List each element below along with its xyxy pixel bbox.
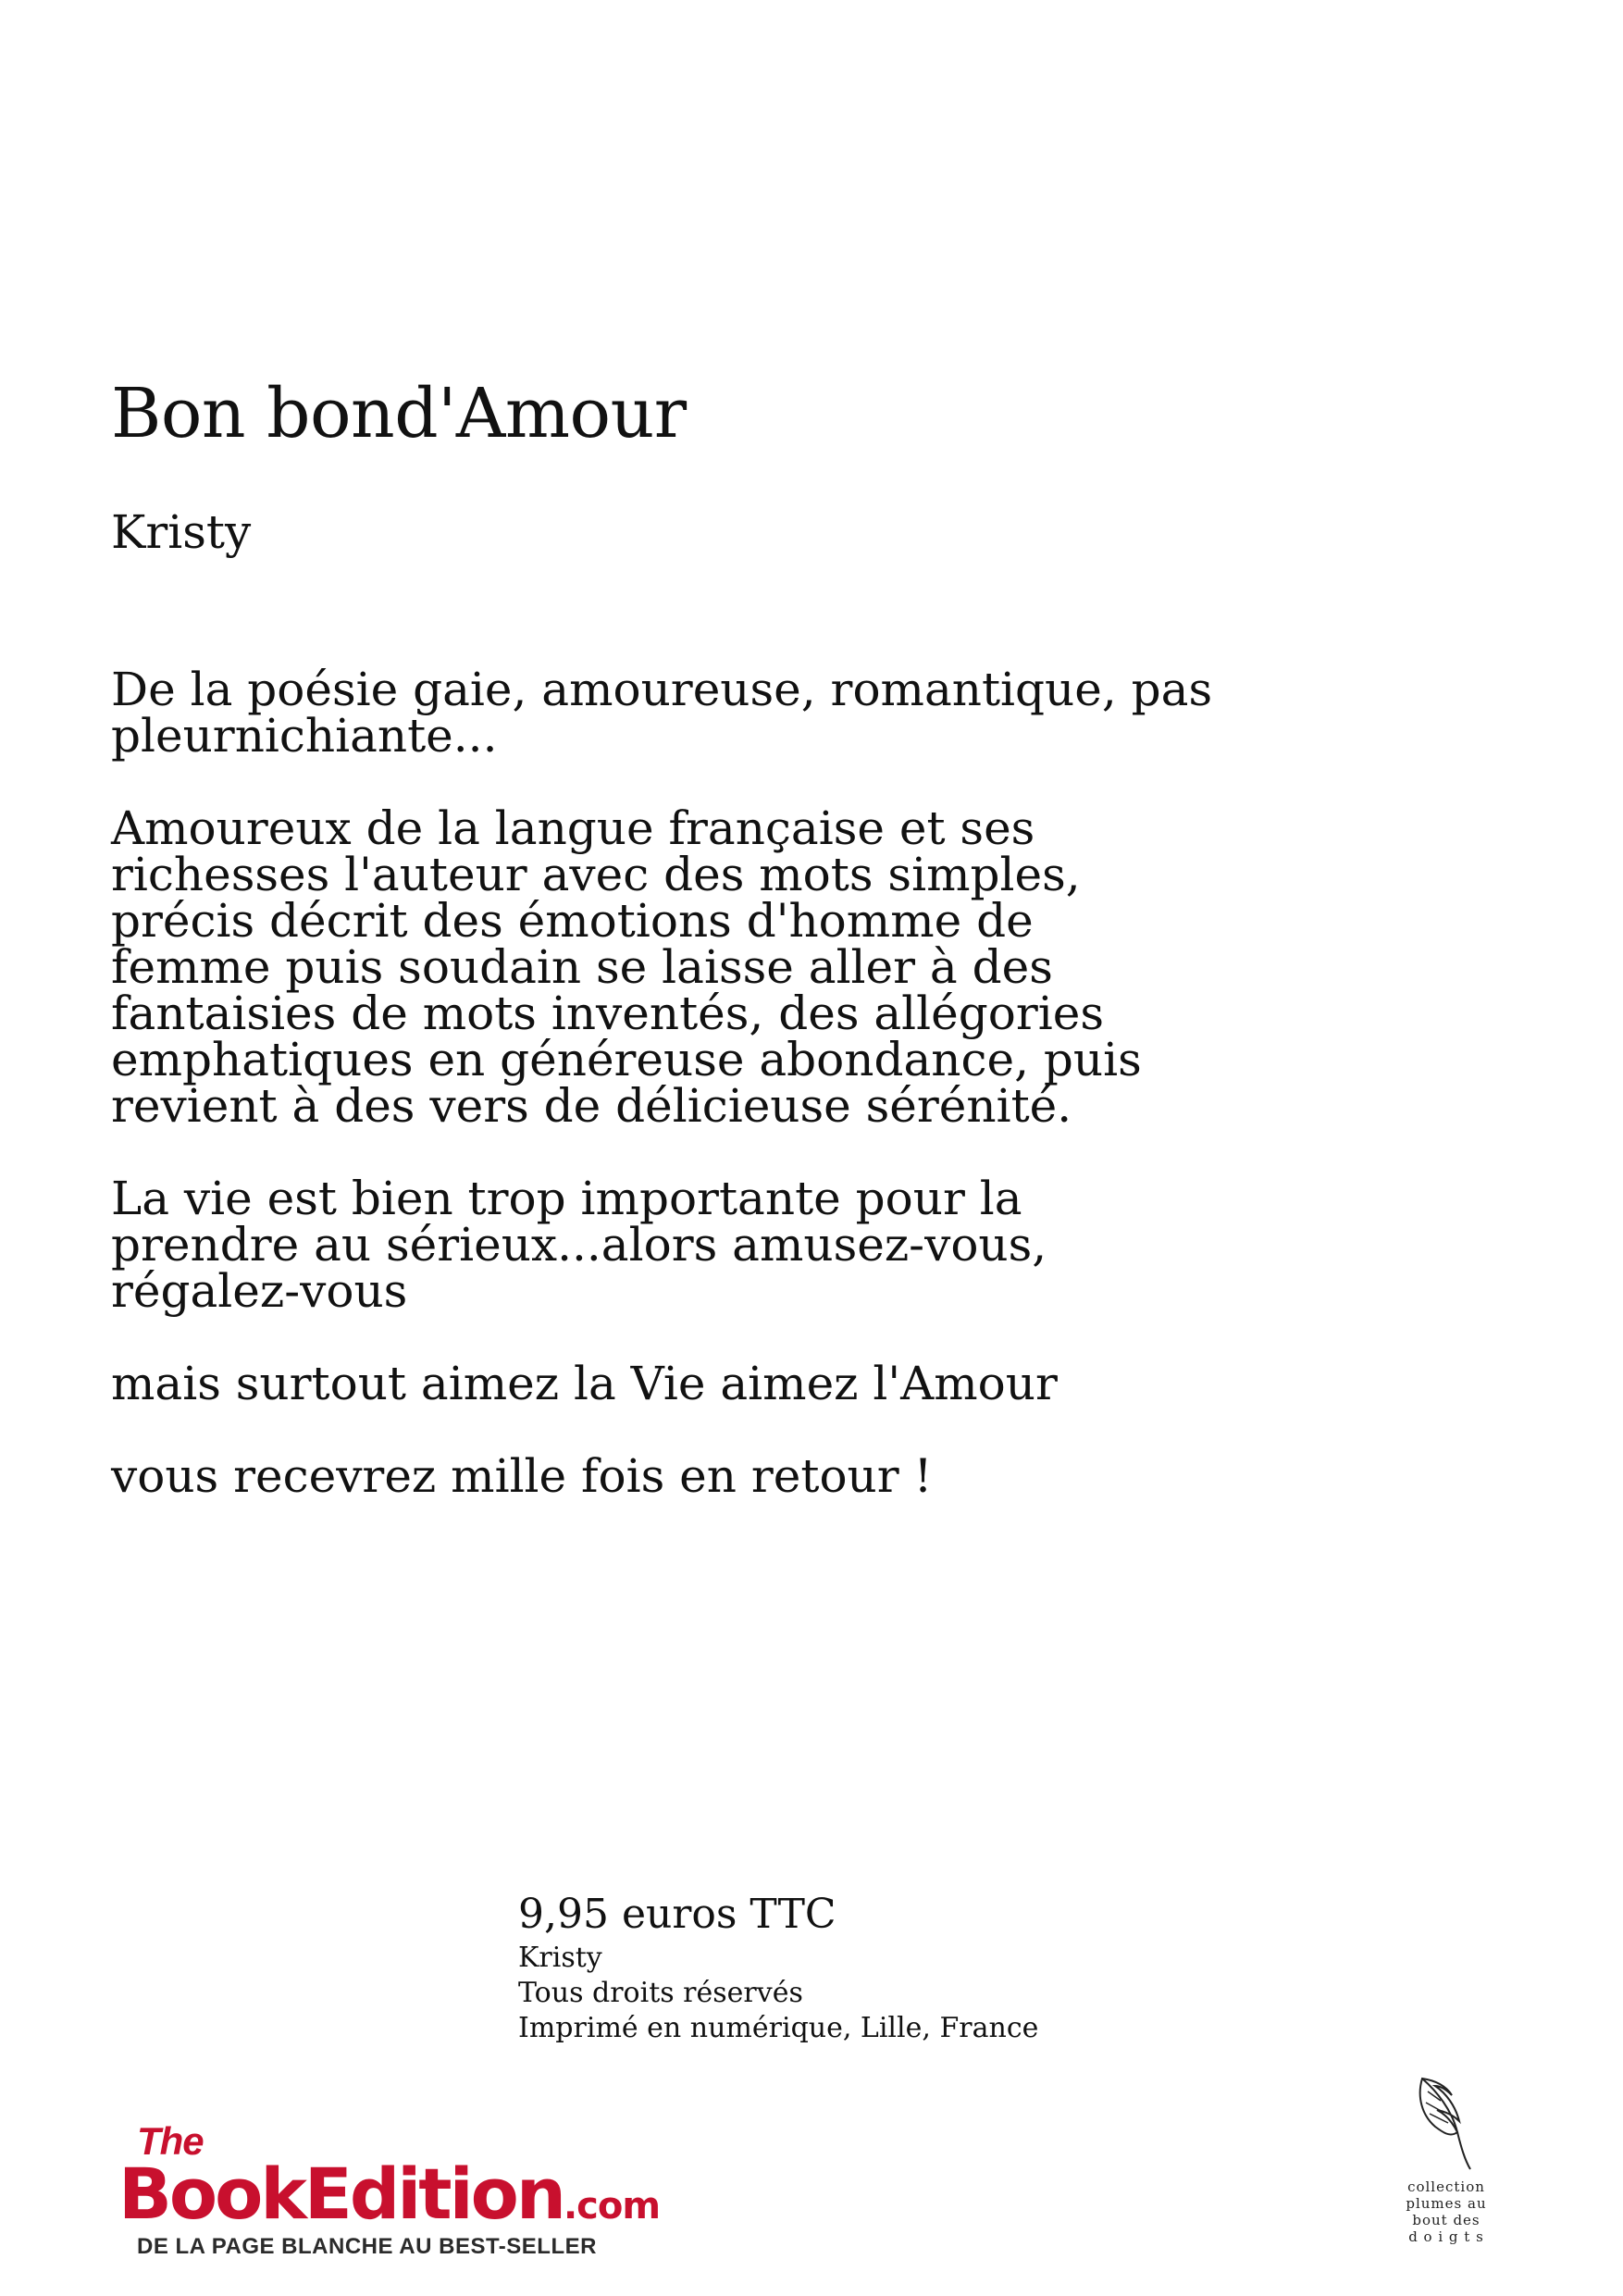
logo-brand-name: BookEdition bbox=[118, 2153, 564, 2235]
print-location: Imprimé en numérique, Lille, France bbox=[518, 2012, 1039, 2045]
imprint-author: Kristy bbox=[518, 1942, 602, 1975]
logo-domain: .com bbox=[563, 2185, 661, 2228]
collection-emblem bbox=[1395, 2073, 1497, 2245]
imprint-block bbox=[518, 1893, 1038, 2046]
blurb-paragraph: La vie est bien trop importante pour la prendre au sérieux...alors amusez-vous, régalez-vous bbox=[111, 1172, 1047, 1318]
blurb-paragraph: Amoureux de la langue française et ses richesses l'auteur avec des mots simples, précis décrit des émotions d'homme de femme puis soudain se laisse aller à des fantaisies de mots inventés, des allégories emphatiques en généreuse abondance, puis revient à des vers de délicieuse sérénité. bbox=[111, 801, 1142, 1133]
price: 9,95 euros TTC bbox=[518, 1891, 836, 1938]
feather-icon bbox=[1409, 2073, 1483, 2175]
back-cover-blurb bbox=[111, 663, 1388, 1545]
rights-notice: Tous droits réservés bbox=[518, 1977, 803, 2010]
blurb-paragraph: vous recevrez mille fois en retour ! bbox=[111, 1449, 933, 1503]
logo-tagline: DE LA PAGE BLANCHE AU BEST-SELLER bbox=[137, 2234, 597, 2259]
logo-the: The bbox=[137, 2119, 204, 2163]
book-title: Bon bond'Amour bbox=[111, 374, 687, 453]
thebookedition-logo bbox=[118, 2119, 674, 2258]
blurb-paragraph: De la poésie gaie, amoureuse, romantique, pas pleurnichiante... bbox=[111, 663, 1213, 763]
collection-label: collection plumes au bout des d o i g t s bbox=[1406, 2178, 1487, 2245]
book-author: Kristy bbox=[111, 505, 252, 559]
logo-brand bbox=[118, 2153, 660, 2235]
blurb-paragraph: mais surtout aimez la Vie aimez l'Amour bbox=[111, 1357, 1058, 1410]
